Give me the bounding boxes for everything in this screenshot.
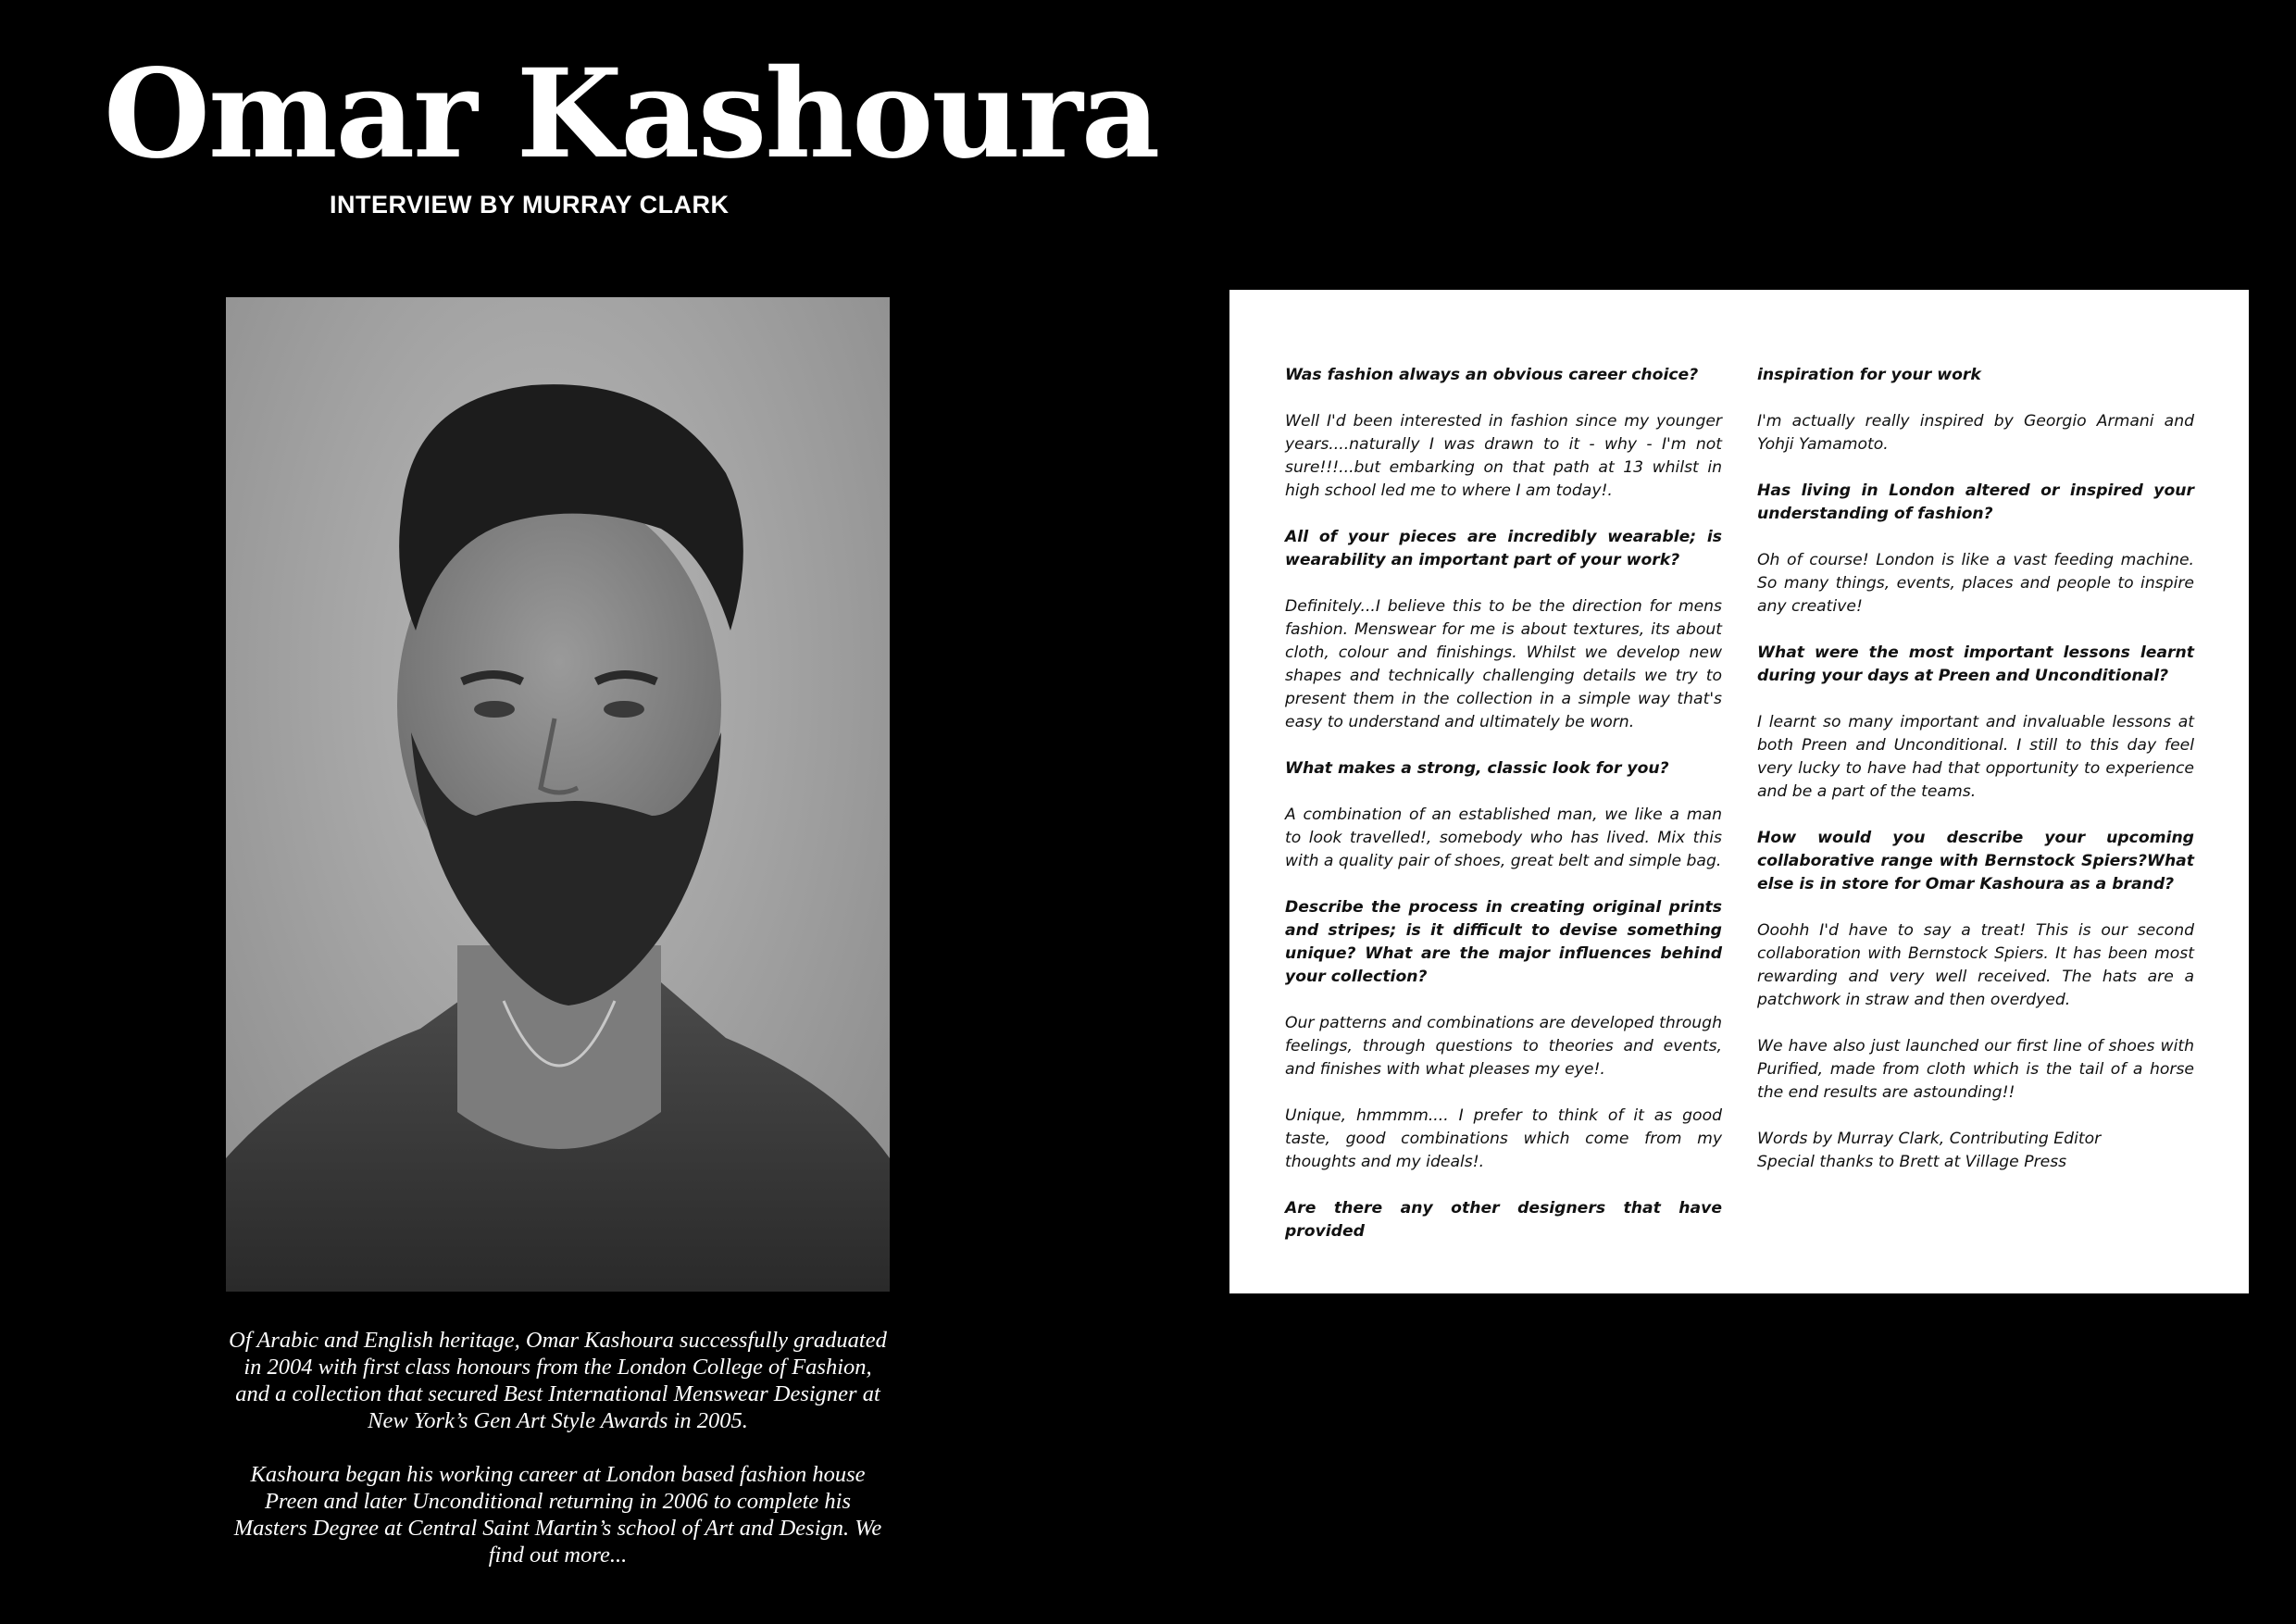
- interview-answer: We have also just launched our first line of shoes with Purified, made from cloth which is the tail of a horse the end results are astounding!!: [1757, 1037, 2194, 1102]
- interview-question: How would you describe your upcoming collaborative range with Bernstock Spiers?What else is in store for Omar Kashoura as a brand?: [1757, 829, 2194, 893]
- interview-column-left: [1285, 364, 1722, 1243]
- intro-paragraph: Kashoura began his working career at London based fashion house Preen and later Unconditional returning in 2006 to complete his Masters Degree at Central Saint Martin’s school of Art and Design. We find out more...: [233, 1462, 882, 1568]
- interview-panel: [1229, 290, 2249, 1293]
- interview-answer: A combination of an established man, we like a man to look travelled!, somebody who has lived. Mix this with a quality pair of shoes, great belt and simple bag.: [1285, 806, 1722, 870]
- interview-question: Describe the process in creating original prints and stripes; is it difficult to devise something unique? What are the major influences behind your collection?: [1285, 898, 1722, 986]
- interview-column-right: [1757, 364, 2194, 1174]
- interview-question: Has living in London altered or inspired your understanding of fashion?: [1757, 481, 2194, 523]
- interview-answer: Oh of course! London is like a vast feeding machine. So many things, events, places and people to inspire any creative!: [1757, 551, 2194, 616]
- article-byline: INTERVIEW BY MURRAY CLARK: [330, 191, 730, 219]
- interview-answer: Our patterns and combinations are developed through feelings, through questions to theories and events, and finishes with what pleases my eye!.: [1285, 1014, 1722, 1079]
- intro-text: [226, 1327, 890, 1595]
- interview-question: inspiration for your work: [1757, 366, 1981, 384]
- interview-answer: Unique, hmmmm.... I prefer to think of it as good taste, good combinations which come from my thoughts and my ideals!.: [1285, 1106, 1722, 1171]
- article-title: Omar Kashoura: [104, 43, 1159, 186]
- interview-question: All of your pieces are incredibly wearable; is wearability an important part of your work?: [1285, 528, 1722, 569]
- intro-paragraph: Of Arabic and English heritage, Omar Kashoura successfully graduated in 2004 with first class honours from the London College of Fashion, and a collection that secured Best International Menswear Designer at New York’s Gen Art Style Awards in 2005.: [229, 1328, 887, 1433]
- interview-question: Was fashion always an obvious career choice?: [1285, 366, 1699, 384]
- interview-answer: Definitely...I believe this to be the direction for mens fashion. Menswear for me is about textures, its about cloth, colour and finishings. Whilst we develop new shapes and technically challenging details we try to present them in the collection in a simple way that's easy to understand and ultimately be worn.: [1285, 597, 1722, 731]
- interview-answer: I'm actually really inspired by Georgio Armani and Yohji Yamamoto.: [1757, 412, 2194, 454]
- portrait-photo: [226, 297, 890, 1292]
- credits-line: Special thanks to Brett at Village Press: [1757, 1153, 2067, 1171]
- interview-question: What were the most important lessons learnt during your days at Preen and Unconditional?: [1757, 643, 2194, 685]
- portrait-illustration: [226, 297, 890, 1292]
- interview-answer: I learnt so many important and invaluable lessons at both Preen and Unconditional. I still to this day feel very lucky to have had that opportunity to experience and be a part of the teams.: [1757, 713, 2194, 801]
- credits-line: Words by Murray Clark, Contributing Editor: [1757, 1130, 2102, 1148]
- interview-answer: Ooohh I'd have to say a treat! This is our second collaboration with Bernstock Spiers. It has been most rewarding and very well received. The hats are a patchwork in straw and then overdyed.: [1757, 921, 2194, 1009]
- interview-question: What makes a strong, classic look for you?: [1285, 759, 1669, 778]
- interview-question: Are there any other designers that have provided: [1285, 1199, 1722, 1241]
- interview-answer: Well I'd been interested in fashion since my younger years....naturally I was drawn to it - why - I'm not sure!!!...but embarking on that path at 13 whilst in high school led me to where I am today!.: [1285, 412, 1722, 500]
